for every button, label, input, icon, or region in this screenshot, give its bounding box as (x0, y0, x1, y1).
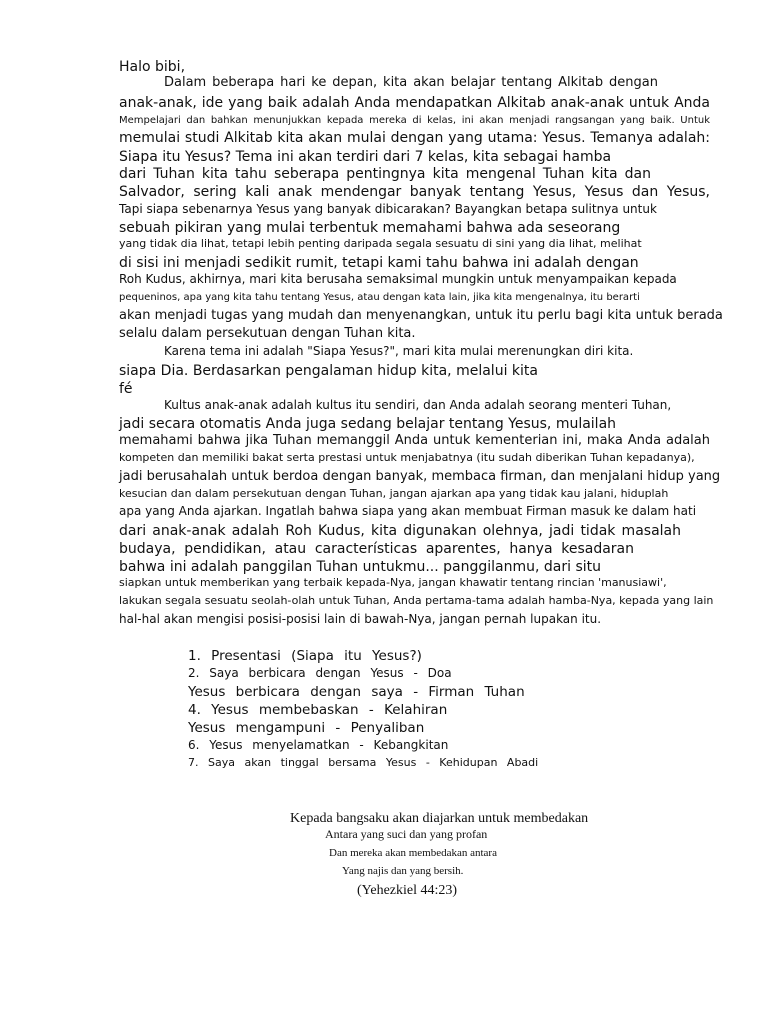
letter-greeting: Halo bibi, (119, 59, 186, 75)
letter-line: dari anak-anak adalah Roh Kudus, kita digunakan olehnya, jadi tidak masalah (119, 523, 681, 539)
letter-line: Mempelajari dan bahkan menunjukkan kepada mereka di kelas, ini akan menjadi rangsangan yang baik. Untuk (119, 115, 710, 126)
letter-line: pequeninos, apa yang kita tahu tentang Yesus, atau dengan kata lain, jika kita mengenalnya, itu berarti (119, 292, 640, 303)
letter-line: lakukan segala sesuatu seolah-olah untuk Tuhan, Anda pertama-tama adalah hamba-Nya, kepada yang lain (119, 594, 714, 607)
letter-line: selalu dalam persekutuan dengan Tuhan kita. (119, 326, 416, 341)
letter-line: fé (119, 381, 133, 397)
letter-line: kesucian dan dalam persekutuan dengan Tuhan, jangan ajarkan apa yang tidak kau jalani, hiduplah (119, 487, 669, 500)
letter-line: Siapa itu Yesus? Tema ini akan terdiri dari 7 kelas, kita sebagai hamba (119, 149, 612, 165)
verse-reference: (Yehezkiel 44:23) (357, 883, 458, 898)
letter-line: Tapi siapa sebenarnya Yesus yang banyak dibicarakan? Bayangkan betapa sulitnya untuk (119, 202, 657, 216)
letter-line: jadi secara otomatis Anda juga sedang belajar tentang Yesus, mulailah (119, 416, 617, 432)
topic-item: Yesus mengampuni - Penyaliban (188, 720, 425, 736)
topic-item: 7. Saya akan tinggal bersama Yesus - Kehidupan Abadi (188, 756, 539, 769)
verse-line: Antara yang suci dan yang profan (325, 827, 488, 841)
verse-line: Kepada bangsaku akan diajarkan untuk membedakan (290, 811, 589, 826)
letter-line: kompeten dan memiliki bakat serta prestasi untuk menjabatnya (itu sudah diberikan Tuhan kepadanya), (119, 451, 695, 464)
letter-line: anak-anak, ide yang baik adalah Anda mendapatkan Alkitab anak-anak untuk Anda (119, 95, 710, 111)
letter-line: siapkan untuk memberikan yang terbaik kepada-Nya, jangan khawatir tentang rincian 'manusiawi', (119, 576, 667, 589)
letter-line: dari Tuhan kita tahu seberapa pentingnya kita mengenal Tuhan kita dan (119, 166, 651, 182)
letter-line: Kultus anak-anak adalah kultus itu sendiri, dan Anda adalah seorang menteri Tuhan, (164, 398, 672, 412)
verse-line: Yang najis dan yang bersih. (342, 865, 464, 877)
letter-line: sebuah pikiran yang mulai terbentuk memahami bahwa ada seseorang (119, 220, 621, 236)
letter-line: bahwa ini adalah panggilan Tuhan untukmu... panggilanmu, dari situ (119, 559, 602, 575)
topic-item: 1. Presentasi (Siapa itu Yesus?) (188, 648, 422, 664)
letter-line: di sisi ini menjadi sedikit rumit, tetapi kami tahu bahwa ini adalah dengan (119, 255, 639, 271)
letter-line: apa yang Anda ajarkan. Ingatlah bahwa siapa yang akan membuat Firman masuk ke dalam hati (119, 504, 697, 518)
letter-line: Dalam beberapa hari ke depan, kita akan belajar tentang Alkitab dengan (164, 75, 658, 90)
letter-line: yang tidak dia lihat, tetapi lebih penting daripada segala sesuatu di sini yang dia lihat, melihat (119, 237, 642, 250)
verse-line: Dan mereka akan membedakan antara (329, 847, 497, 859)
letter-line: memahami bahwa jika Tuhan memanggil Anda untuk kementerian ini, maka Anda adalah (119, 433, 710, 448)
topic-item: Yesus berbicara dengan saya - Firman Tuhan (188, 684, 525, 700)
letter-line: Karena tema ini adalah "Siapa Yesus?", mari kita mulai merenungkan diri kita. (164, 344, 634, 358)
topic-item: 6. Yesus menyelamatkan - Kebangkitan (188, 738, 449, 752)
letter-line: Roh Kudus, akhirnya, mari kita berusaha semaksimal mungkin untuk menyampaikan kepada (119, 272, 677, 286)
letter-line: siapa Dia. Berdasarkan pengalaman hidup kita, melalui kita (119, 363, 538, 379)
letter-line: akan menjadi tugas yang mudah dan menyenangkan, untuk itu perlu bagi kita untuk berada (119, 308, 723, 323)
letter-line: hal-hal akan mengisi posisi-posisi lain di bawah-Nya, jangan pernah lupakan itu. (119, 612, 602, 626)
letter-line: Salvador, sering kali anak mendengar banyak tentang Yesus, Yesus dan Yesus, (119, 184, 710, 200)
topic-item: 2. Saya berbicara dengan Yesus - Doa (188, 666, 452, 680)
topic-item: 4. Yesus membebaskan - Kelahiran (188, 702, 448, 718)
letter-line: jadi berusahalah untuk berdoa dengan banyak, membaca firman, dan menjalani hidup yang (119, 469, 721, 484)
letter-line: budaya, pendidikan, atau características aparentes, hanya kesadaran (119, 541, 634, 557)
letter-line: memulai studi Alkitab kita akan mulai dengan yang utama: Yesus. Temanya adalah: (119, 130, 710, 146)
